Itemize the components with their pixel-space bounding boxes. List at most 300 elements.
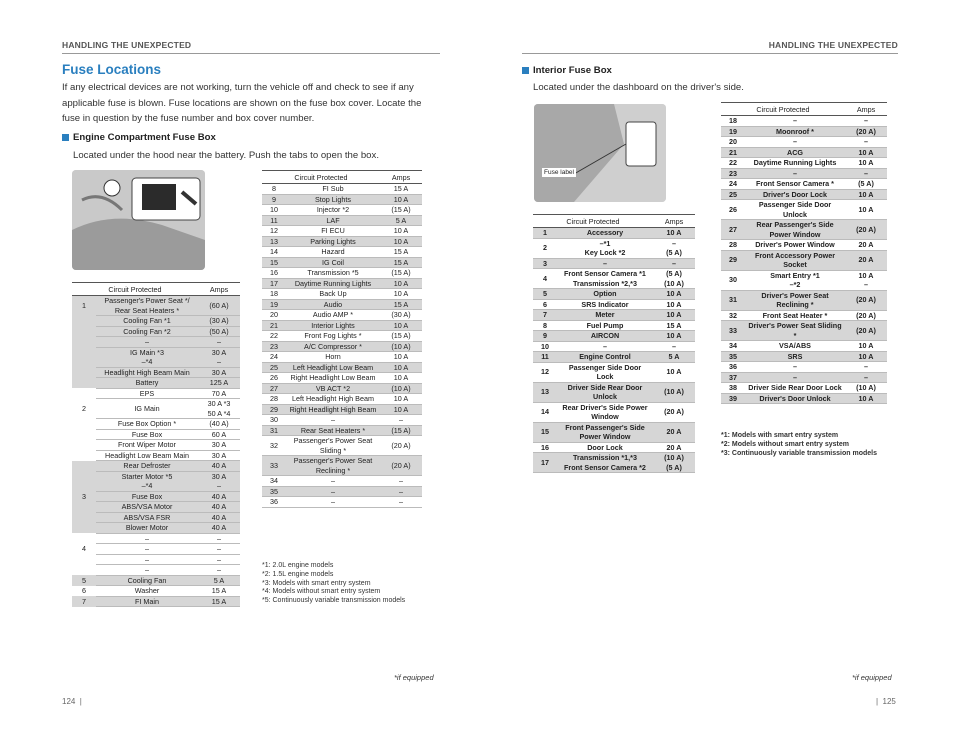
table-cell: 35 (262, 486, 286, 497)
table-cell: (10 A) (653, 382, 695, 402)
table-cell: 12 (262, 226, 286, 237)
table-cell: 27 (262, 383, 286, 394)
table-cell: – (557, 258, 653, 269)
table-row (262, 215, 422, 226)
table-cell: 5 A (380, 215, 422, 226)
fuse-label-callout: Fuse label (544, 169, 574, 176)
table-row (72, 554, 240, 565)
table-cell: 30 A (198, 440, 240, 451)
table-row (262, 299, 422, 310)
table-cell: 17 (533, 453, 557, 473)
table-cell: 4 (533, 269, 557, 289)
table-cell: 15 A (380, 299, 422, 310)
table-row (721, 321, 887, 341)
table-cell: 34 (262, 476, 286, 487)
table-cell: FI Main (96, 596, 198, 607)
table-cell (72, 419, 96, 430)
table-row (721, 240, 887, 251)
table-cell: – (286, 497, 380, 508)
footnote: *3: Continuously variable transmission models (721, 449, 877, 457)
table-row (262, 436, 422, 456)
table-cell: Moonroof * (745, 126, 845, 137)
table-row (262, 404, 422, 415)
table-cell: Driver Side Rear Door Lock (745, 383, 845, 394)
interior-fuse-heading-text: Interior Fuse Box (533, 65, 612, 76)
table-cell: 32 (262, 436, 286, 456)
table-cell: Rear Defroster (96, 461, 198, 472)
table-cell: Driver's Power Seat Reclining * (745, 290, 845, 310)
table-row (262, 194, 422, 205)
table-row (72, 440, 240, 451)
table-row (262, 352, 422, 363)
table-cell: Front Sensor Camera *1 Transmission *2,*3 (557, 269, 653, 289)
table-cell: 10 A (845, 158, 887, 169)
table-cell: 10 A (380, 194, 422, 205)
table-row (721, 372, 887, 383)
table-row (72, 378, 240, 389)
table-cell: – (96, 544, 198, 555)
table-row (533, 299, 695, 310)
table-cell: 10 (262, 205, 286, 216)
table-row (72, 575, 240, 586)
table-cell: Front Accessory Power Socket (745, 250, 845, 270)
table-cell: FI ECU (286, 226, 380, 237)
table-cell: 25 (721, 189, 745, 200)
table-cell: 14 (533, 402, 557, 422)
table-cell (72, 461, 96, 472)
table-cell: 15 (533, 422, 557, 442)
table-cell: AIRCON (557, 331, 653, 342)
table-row (533, 238, 695, 258)
table-row (533, 310, 695, 321)
table-cell: Smart Entry *1 –*2 (745, 270, 845, 290)
table-cell: ABS/VSA Motor (96, 502, 198, 513)
table-cell (72, 523, 96, 534)
engine-fuse-heading-text: Engine Compartment Fuse Box (73, 132, 216, 143)
table-cell: – (557, 341, 653, 352)
table-cell: Audio (286, 299, 380, 310)
table-cell: IG Main *3 –*4 (96, 347, 198, 367)
table-row (262, 415, 422, 426)
table-row (262, 425, 422, 436)
table-row (262, 394, 422, 405)
column-header: Circuit Protected (262, 171, 380, 184)
table-cell: 20 (262, 310, 286, 321)
table-cell: Fuse Box (96, 429, 198, 440)
column-header: Amps (653, 215, 695, 228)
table-cell: Front Seat Heater * (745, 310, 845, 321)
table-row (262, 341, 422, 352)
table-cell: 23 (262, 341, 286, 352)
table-cell: 40 A (198, 502, 240, 513)
table-row (262, 236, 422, 247)
interior-fuse-table-1 (533, 214, 695, 473)
table-cell: (20 A) (845, 310, 887, 321)
table-cell: 12 (533, 362, 557, 382)
table-row (721, 179, 887, 190)
table-cell: 11 (262, 215, 286, 226)
table-cell: 19 (721, 126, 745, 137)
table-cell (72, 533, 96, 544)
table-cell: – (845, 362, 887, 373)
table-cell: 10 A (380, 352, 422, 363)
table-cell: Right Headlight Low Beam (286, 373, 380, 384)
table-cell (72, 378, 96, 389)
table-row (721, 126, 887, 137)
table-cell: Left Headlight Low Beam (286, 362, 380, 373)
table-row (262, 247, 422, 258)
table-cell: 3 (533, 258, 557, 269)
table-cell: (50 A) (198, 326, 240, 337)
table-cell: Driver Side Rear Door Unlock (557, 382, 653, 402)
table-cell: Passenger Side Door Lock (557, 362, 653, 382)
table-row (72, 419, 240, 430)
table-cell: 10 A (845, 393, 887, 404)
table-cell: SRS Indicator (557, 299, 653, 310)
table-cell: 40 A (198, 512, 240, 523)
table-cell: Right Headlight High Beam (286, 404, 380, 415)
table-cell: Rear Passenger's Side Power Window (745, 220, 845, 240)
table-cell: – (745, 362, 845, 373)
table-cell: Audio AMP * (286, 310, 380, 321)
table-cell: 20 (721, 137, 745, 148)
column-header: Circuit Protected (533, 215, 653, 228)
column-header: Circuit Protected (72, 283, 198, 296)
table-cell: 36 (262, 497, 286, 508)
left-footnotes (262, 562, 432, 606)
table-row (533, 331, 695, 342)
table-cell: ACG (745, 147, 845, 158)
table-cell: (15 A) (380, 268, 422, 279)
table-cell: 10 A (653, 362, 695, 382)
table-row (72, 399, 240, 419)
table-cell: 18 (721, 116, 745, 127)
table-cell: – (198, 554, 240, 565)
table-cell: – (745, 168, 845, 179)
right-if-equipped: *if equipped (852, 673, 892, 682)
footnote: *1: 2.0L engine models (262, 562, 334, 569)
table-row (72, 523, 240, 534)
table-cell: Interior Lights (286, 320, 380, 331)
table-cell: 25 (262, 362, 286, 373)
table-cell: (30 A) (198, 316, 240, 327)
table-cell: 20 A (653, 442, 695, 453)
table-cell: A/C Compressor * (286, 341, 380, 352)
table-cell: Headlight High Beam Main (96, 367, 198, 378)
table-row (721, 393, 887, 404)
table-cell: 9 (262, 194, 286, 205)
footnote: *2: Models without smart entry system (721, 440, 849, 448)
table-cell: 10 A (380, 373, 422, 384)
table-cell: 1 (533, 228, 557, 239)
table-cell: 16 (262, 268, 286, 279)
table-row (262, 268, 422, 279)
table-row (72, 502, 240, 513)
table-cell: 18 (262, 289, 286, 300)
table-cell: 10 A (380, 236, 422, 247)
table-cell: Cooling Fan *2 (96, 326, 198, 337)
table-row (721, 200, 887, 220)
table-cell: Rear Driver's Side Power Window (557, 402, 653, 422)
left-if-equipped: *if equipped (394, 673, 434, 682)
table-cell: IG Coil (286, 257, 380, 268)
table-row (721, 250, 887, 270)
table-cell: 35 (721, 351, 745, 362)
table-cell: 13 (262, 236, 286, 247)
table-cell: Transmission *5 (286, 268, 380, 279)
table-row (533, 402, 695, 422)
table-cell: Fuel Pump (557, 320, 653, 331)
engine-bay-illustration (72, 170, 205, 270)
table-cell: 10 A (380, 404, 422, 415)
table-cell: 5 A (653, 352, 695, 363)
table-row (721, 137, 887, 148)
table-row (721, 310, 887, 321)
table-cell: 20 A (845, 250, 887, 270)
table-cell: 24 (262, 352, 286, 363)
table-cell (72, 347, 96, 367)
table-row (533, 352, 695, 363)
table-cell: Passenger's Power Seat Sliding * (286, 436, 380, 456)
table-cell: 10 A (380, 320, 422, 331)
table-cell: Engine Control (557, 352, 653, 363)
table-cell: – (745, 116, 845, 127)
page-title: Fuse Locations (62, 62, 162, 77)
table-cell: (10 A) (5 A) (653, 453, 695, 473)
table-row (262, 184, 422, 195)
table-cell: 5 A (198, 575, 240, 586)
table-cell: – (198, 544, 240, 555)
table-row (533, 442, 695, 453)
table-cell: 38 (721, 383, 745, 394)
table-cell: 2 (82, 403, 86, 413)
table-cell: (10 A) (380, 341, 422, 352)
table-cell: 13 (533, 382, 557, 402)
table-row (533, 341, 695, 352)
table-cell: 22 (262, 331, 286, 342)
table-row (72, 347, 240, 367)
table-row (721, 383, 887, 394)
table-cell: 33 (721, 321, 745, 341)
table-row (721, 158, 887, 169)
table-row (721, 270, 887, 290)
table-row (721, 168, 887, 179)
table-cell: 36 (721, 362, 745, 373)
table-row (262, 320, 422, 331)
table-cell: – (96, 533, 198, 544)
table-cell: Headlight Low Beam Main (96, 450, 198, 461)
table-row (721, 362, 887, 373)
table-cell: (20 A) (380, 456, 422, 476)
table-row (533, 258, 695, 269)
table-row (533, 228, 695, 239)
table-cell (72, 316, 96, 327)
table-cell: ABS/VSA FSR (96, 512, 198, 523)
table-cell (72, 337, 96, 348)
footnote: *4: Models without smart entry system (262, 588, 381, 596)
table-cell: Driver's Door Lock (745, 189, 845, 200)
table-cell: FI Sub (286, 184, 380, 195)
table-cell: – (380, 415, 422, 426)
table-cell: Transmission *1,*3 Front Sensor Camera *2 (557, 453, 653, 473)
table-cell: 19 (262, 299, 286, 310)
table-cell: 10 A (380, 278, 422, 289)
table-cell: (10 A) (380, 383, 422, 394)
table-cell: – (745, 372, 845, 383)
table-cell: (20 A) (845, 290, 887, 310)
table-cell: Stop Lights (286, 194, 380, 205)
right-header-rule (522, 53, 898, 54)
left-header: HANDLING THE UNEXPECTED (62, 40, 192, 50)
table-cell: 3 (72, 491, 96, 502)
right-page-number: | 125 (876, 697, 896, 706)
table-cell: 60 A (198, 429, 240, 440)
table-row (262, 289, 422, 300)
table-cell: 15 A (198, 586, 240, 597)
table-cell: 10 A (845, 351, 887, 362)
column-header: Circuit Protected (721, 103, 845, 116)
table-row (262, 226, 422, 237)
table-cell: Accessory (557, 228, 653, 239)
table-row (721, 189, 887, 200)
table-row (262, 476, 422, 487)
table-cell: 27 (721, 220, 745, 240)
table-cell: 7 (533, 310, 557, 321)
table-cell: 10 A (653, 310, 695, 321)
table-row (72, 491, 240, 502)
table-cell: 34 (721, 341, 745, 352)
table-cell: 21 (262, 320, 286, 331)
table-cell: Rear Seat Heaters * (286, 425, 380, 436)
table-cell: 8 (262, 184, 286, 195)
table-cell: 10 A (845, 189, 887, 200)
table-cell: 15 A (198, 596, 240, 607)
table-cell: VSA/ABS (745, 341, 845, 352)
table-cell: –*1 Key Lock *2 (557, 238, 653, 258)
table-cell: 15 A (380, 247, 422, 258)
footnote: *1: Models with smart entry system (721, 432, 839, 439)
table-cell: 30 A (198, 367, 240, 378)
bullet-square (522, 67, 529, 74)
table-cell: – (745, 137, 845, 148)
table-cell: 10 A (845, 341, 887, 352)
table-cell: (40 A) (198, 419, 240, 430)
intro-text: If any electrical devices are not working, turn the vehicle off and check to see if any applicable fuse is blown. Fuse locations are shown on the fuse box cover. Locate the fuse in question by the fuse number and box cover number. (62, 82, 422, 124)
table-cell: – (653, 341, 695, 352)
table-cell: SRS (745, 351, 845, 362)
table-row (262, 486, 422, 497)
table-cell: 32 (721, 310, 745, 321)
table-cell: 11 (533, 352, 557, 363)
table-cell: – (380, 476, 422, 487)
table-cell: Passenger's Power Seat */ Rear Seat Heaters * (96, 296, 198, 316)
table-cell: 28 (721, 240, 745, 251)
table-cell: Injector *2 (286, 205, 380, 216)
engine-fuse-text: Located under the hood near the battery. Push the tabs to open the box. (73, 150, 379, 161)
table-row (262, 373, 422, 384)
table-cell: 30 (721, 270, 745, 290)
table-cell: 30 A – (198, 471, 240, 491)
table-cell: Hazard (286, 247, 380, 258)
table-cell: 9 (533, 331, 557, 342)
table-cell: Daytime Running Lights (745, 158, 845, 169)
footnote: *3: Models with smart entry system (262, 579, 371, 587)
table-cell: (15 A) (380, 425, 422, 436)
engine-fuse-table-2 (262, 170, 422, 508)
table-cell: 40 A (198, 461, 240, 472)
table-cell: – (198, 337, 240, 348)
table-cell: 10 A – (845, 270, 887, 290)
table-cell: 15 A (380, 257, 422, 268)
table-row (533, 269, 695, 289)
table-cell: – (5 A) (653, 238, 695, 258)
table-cell: 29 (721, 250, 745, 270)
table-row (72, 296, 240, 316)
table-cell: Left Headlight High Beam (286, 394, 380, 405)
table-row (72, 512, 240, 523)
table-cell: Meter (557, 310, 653, 321)
table-cell: 31 (721, 290, 745, 310)
table-row (72, 326, 240, 337)
table-cell: 33 (262, 456, 286, 476)
table-cell: 15 A (380, 184, 422, 195)
table-cell: Front Passenger's Side Power Window (557, 422, 653, 442)
table-cell: Fuse Box (96, 491, 198, 502)
table-cell: LAF (286, 215, 380, 226)
table-cell: 10 A (380, 362, 422, 373)
table-cell: Starter Motor *5 –*4 (96, 471, 198, 491)
table-cell: Front Fog Lights * (286, 331, 380, 342)
table-cell: 15 A (653, 320, 695, 331)
table-cell: – (845, 116, 887, 127)
engine-fuse-heading (62, 132, 216, 143)
table-row (72, 461, 240, 472)
table-cell: (10 A) (845, 383, 887, 394)
table-cell: Cooling Fan (96, 575, 198, 586)
table-cell: – (845, 372, 887, 383)
table-cell: 39 (721, 393, 745, 404)
table-cell: 30 A (198, 450, 240, 461)
table-cell: 30 A – (198, 347, 240, 367)
table-cell: 14 (262, 247, 286, 258)
table-cell: IG Main (96, 399, 198, 419)
table-row (72, 471, 240, 491)
table-cell: 22 (721, 158, 745, 169)
table-cell: – (380, 497, 422, 508)
table-row (262, 310, 422, 321)
footnote: *5: Continuously variable transmission models (262, 597, 406, 605)
interior-fuse-heading (522, 65, 612, 76)
table-cell: – (96, 565, 198, 576)
table-cell: – (96, 337, 198, 348)
table-cell: – (653, 258, 695, 269)
table-row (533, 422, 695, 442)
table-cell: – (845, 137, 887, 148)
table-cell: Horn (286, 352, 380, 363)
table-cell: (20 A) (380, 436, 422, 456)
table-cell: (5 A) (845, 179, 887, 190)
table-cell: Battery (96, 378, 198, 389)
table-cell: Front Wiper Motor (96, 440, 198, 451)
table-cell (72, 471, 96, 491)
table-cell: – (845, 168, 887, 179)
table-cell: 4 (82, 544, 86, 553)
table-cell: Option (557, 289, 653, 300)
left-header-rule (62, 53, 440, 54)
table-row (533, 362, 695, 382)
table-cell: (60 A) (198, 296, 240, 316)
table-cell: 6 (82, 586, 86, 595)
